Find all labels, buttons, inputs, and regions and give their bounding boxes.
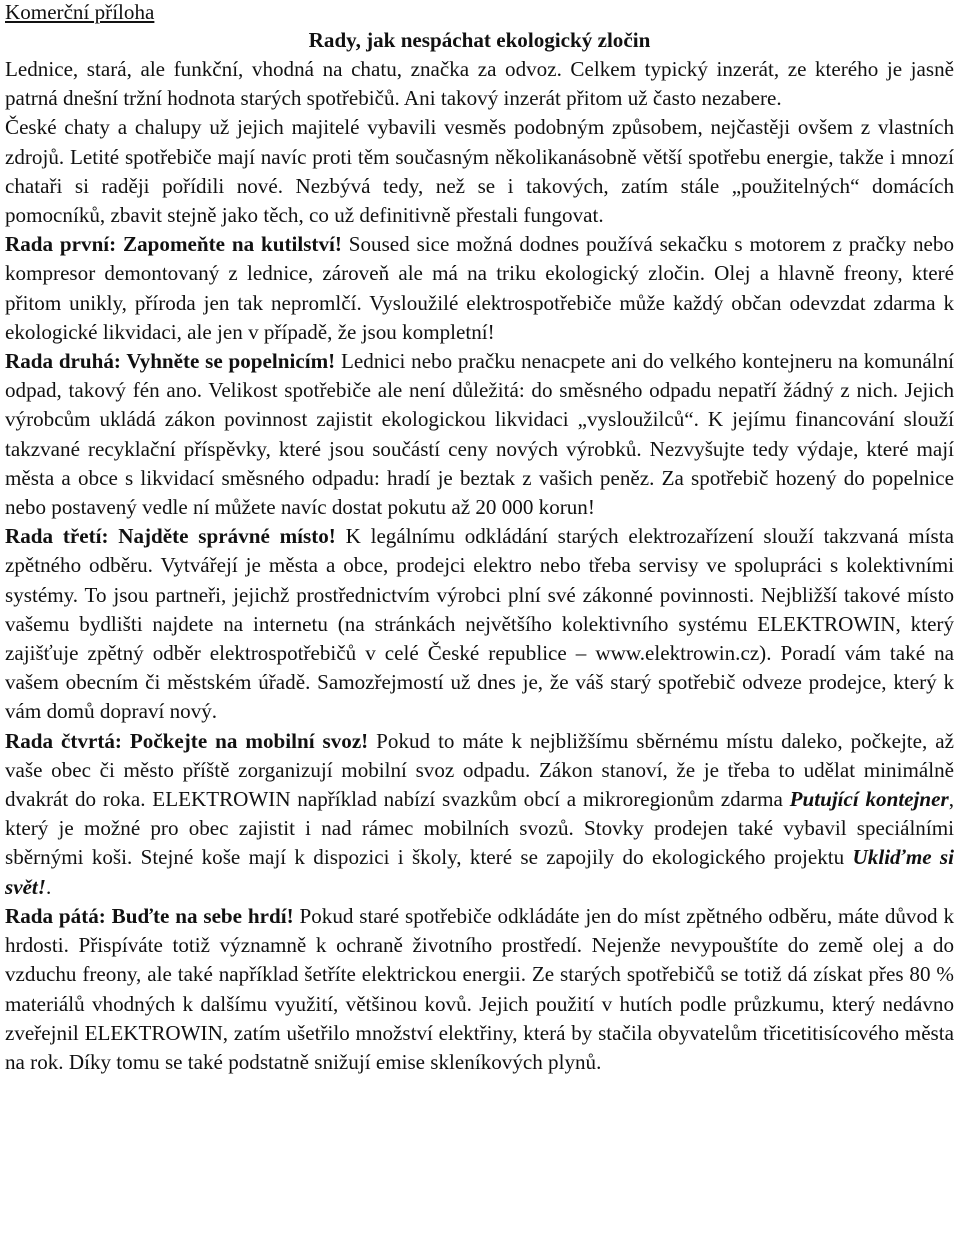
tip-heading-1: Rada první: Zapomeňte na kutilství! bbox=[5, 232, 342, 257]
tip-text-5: Pokud staré spotřebiče odkládáte jen do míst zpětného odběru, máte důvod k hrdosti. Přispíváte totiž významně k ochraně životního prostředí. Nejenže nevypouštíte do země olej a do vzduchu freony, ale také například šetříte elektrickou energii. Ze starých spotřebičů se totiž dá získat přes 80 % materiálů vhodných k dalšímu využití, většinou kovů. Jejich použití v hutích podle průzkumu, který nedávno zveřejnil ELEKTROWIN, zatím ušetřilo množství elektřiny, která by stačila obyvatelům třicetitisícového města na rok. Díky tomu se také podstatně snižují emise skleníkových plynů. bbox=[5, 903, 954, 1074]
tip-text-4b: , který je možné pro obec zajistit i nad rámec mobilních svozů. Stovky prodejen také vybavil speciálními sběrnými koši. Stejné koše mají k dispozici i školy, které se zapojily do ekologického projektu bbox=[5, 787, 954, 870]
tip-heading-3: Rada třetí: Najděte správné místo! bbox=[5, 524, 336, 549]
intro-paragraph-2: České chaty a chalupy už jejich majitelé vybavili vesměs podobným způsobem, nejčastěji ovšem z vlastních zdrojů. Letité spotřebiče mají navíc proti těm současným několikanásobně větší spotřebu energie, takže i mnozí chataři si raději pořídili nové. Nezbývá tedy, než se i takových, zatím stále „použitelných“ domácích pomocníků, zbavit stejně jako těch, co už definitivně přestali fungovat. bbox=[5, 115, 954, 228]
tip-paragraph-2 bbox=[5, 347, 954, 522]
tip-text-2: Lednici nebo pračku nenacpete ani do velkého kontejneru na komunální odpad, takový fén ano. Velikost spotřebiče ale není důležitá: do směsného odpadu nepatří žádný z nich. Jejich výrobcům ukládá zákon povinnost zajistit ekologickou likvidaci „vysloužilců“. K jejímu financování slouží takzvané recyklační příspěvky, které jsou součástí ceny nových výrobků. Nezvyšujte tedy výdaje, které mají města a obce s likvidací směsného odpadu: hradí je beztak z vašich peněz. Za spotřebič hozený do popelnice nebo postavený vedle ní můžete navíc dostat pokutu až 20 000 korun! bbox=[5, 349, 955, 520]
tip-text-1: Soused sice možná dodnes používá sekačku s motorem z pračky nebo kompresor demontovaný z lednice, zároveň ale má na triku ekologický zločin. Olej a hlavně freony, které přitom unikly, příroda jen tak nepromlčí. Vysloužilé elektrospotřebiče může každý občan odevzdat zdarma k ekologické likvidaci, ale jen v případě, že jsou kompletní! bbox=[5, 232, 954, 344]
tip-heading-4: Rada čtvrtá: Počkejte na mobilní svoz! bbox=[5, 728, 369, 753]
intro-paragraph-1: Lednice, stará, ale funkční, vhodná na chatu, značka za odvoz. Celkem typický inzerát, ze kterého je jasně patrná dnešní tržní hodnota starých spotřebičů. Ani takový inzerát přitom už často nezabere. bbox=[5, 57, 954, 111]
section-link[interactable]: Komerční příloha bbox=[5, 0, 155, 24]
tip-paragraph-1 bbox=[5, 230, 954, 347]
tip-heading-5: Rada pátá: Buďte na sebe hrdí! bbox=[5, 903, 294, 928]
tip-text-4a: Pokud to máte k nejbližšímu sběrnému místu daleko, počkejte, až vaše obec či město příště zorganizují mobilní svoz odpadu. Zákon stanoví, že je třeba to udělat minimálně dvakrát do roka. ELEKTROWIN například nabízí svazkům obcí a mikroregionům zdarma bbox=[5, 728, 954, 812]
tip-heading-2: Rada druhá: Vyhněte se popelnicím! bbox=[5, 349, 336, 374]
tip-paragraph-5 bbox=[5, 902, 954, 1077]
tip-paragraph-4 bbox=[5, 727, 954, 902]
tip-emphasis-uklidme-si-svet: Ukliďme si svět! bbox=[5, 845, 954, 899]
tip-text-3: K legálnímu odkládání starých elektrozařízení slouží takzvaná místa zpětného odběru. Vytvářejí je města a obce, prodejci elektro nebo třeba servisy ve spolupráci s kolektivními systémy. To jsou partneři, jejichž prostřednictvím výrobci plní své zákonné povinnosti. Nejbližší takové místo vašemu bydlišti najdete na internetu (na stránkách největšího kolektivního systému ELEKTROWIN, který zajišťuje zpětný odběr elektrospotřebičů v celé České republice – www.elektrowin.cz). Poradí vám také na vašem obecním či městském úřadě. Samozřejmostí už dnes je, že váš starý spotřebič odveze prodejce, který k vám domů dopraví nový. bbox=[5, 524, 954, 724]
article-title: Rady, jak nespáchat ekologický zločin bbox=[308, 28, 651, 52]
tip-paragraph-3 bbox=[5, 522, 954, 726]
tip-emphasis-putujici-kontejner: Putující kontejner bbox=[789, 787, 949, 812]
tip-text-4c: . bbox=[46, 874, 52, 899]
